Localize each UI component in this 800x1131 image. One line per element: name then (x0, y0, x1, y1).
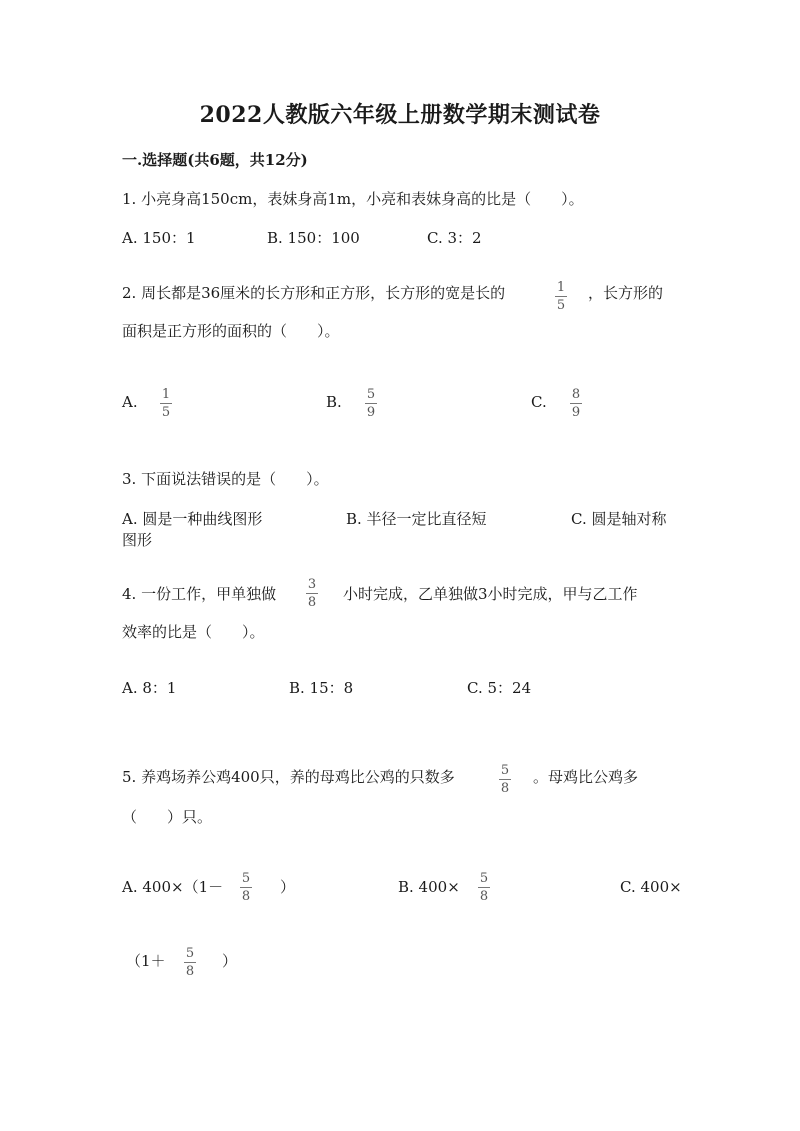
fraction-denominator: 8 (185, 964, 195, 979)
question-2-text-line-1-end: ，长方形的 (588, 284, 664, 302)
question-3-option-c[interactable]: C. 圆是轴对称 (571, 510, 667, 528)
question-4-fraction (306, 577, 318, 610)
question-4-option-b[interactable]: B. 15：8 (289, 679, 354, 697)
fraction-denominator: 5 (556, 298, 566, 313)
question-1-text: 1. 小亮身高150cm，表妹身高1m，小亮和表妹身高的比是（ ）。 (122, 190, 584, 208)
fraction-denominator: 8 (500, 781, 510, 796)
fraction-denominator: 9 (571, 405, 581, 420)
fraction-denominator: 9 (366, 405, 376, 420)
fraction-bar (570, 403, 582, 404)
fraction-bar (160, 403, 172, 404)
question-5-text-line-2: （ ）只。 (122, 808, 213, 826)
fraction-denominator: 8 (307, 595, 317, 610)
question-4-option-a[interactable]: A. 8：1 (122, 679, 177, 697)
section-heading: 一.选择题(共6题，共12分) (122, 151, 308, 169)
question-1-option-b[interactable]: B. 150：100 (267, 229, 360, 247)
question-4-text-line-1: 4. 一份工作，甲单独做 (122, 585, 277, 603)
fraction-numerator: 5 (241, 871, 251, 886)
fraction-numerator: 8 (571, 387, 581, 402)
fraction-bar (555, 296, 567, 297)
page-title: 2022人教版六年级上册数学期末测试卷 (199, 102, 601, 128)
question-5-text-line-1-end: 。母鸡比公鸡多 (533, 768, 639, 786)
fraction-bar (478, 887, 490, 888)
fraction-bar (365, 403, 377, 404)
question-2-text-line-1: 2. 周长都是36厘米的长方形和正方形，长方形的宽是长的 (122, 284, 506, 302)
fraction-bar (499, 779, 511, 780)
fraction-numerator: 5 (500, 763, 510, 778)
fraction-numerator: 5 (479, 871, 489, 886)
question-2-option-a-fraction (160, 387, 172, 420)
question-1-option-c[interactable]: C. 3：2 (427, 229, 482, 247)
question-5-option-a-fraction (240, 871, 252, 904)
question-5-option-c-fraction (184, 946, 196, 979)
fraction-denominator: 5 (161, 405, 171, 420)
fraction-numerator: 5 (185, 946, 195, 961)
question-2-fraction (555, 280, 567, 313)
question-5-option-b-fraction (478, 871, 490, 904)
question-4-text-line-1-end: 小时完成，乙单独做3小时完成，甲与乙工作 (343, 585, 638, 603)
question-5-option-c-wrap: （1＋ (126, 952, 166, 970)
question-2-option-b-fraction (365, 387, 377, 420)
fraction-numerator: 1 (556, 280, 566, 295)
fraction-denominator: 8 (241, 889, 251, 904)
question-3-option-b[interactable]: B. 半径一定比直径短 (346, 510, 487, 528)
question-5-option-a[interactable]: A. 400×（1－ (122, 878, 224, 896)
question-2-option-c-fraction (570, 387, 582, 420)
fraction-bar (306, 593, 318, 594)
question-2-option-b[interactable]: B. (326, 393, 342, 411)
fraction-bar (184, 962, 196, 963)
fraction-numerator: 1 (161, 387, 171, 402)
question-5-option-b[interactable]: B. 400× (398, 878, 460, 896)
question-5-option-c[interactable]: C. 400× (620, 878, 682, 896)
question-5-text-line-1: 5. 养鸡场养公鸡400只，养的母鸡比公鸡的只数多 (122, 768, 455, 786)
question-2-option-a[interactable]: A. (122, 393, 138, 411)
question-3-option-a[interactable]: A. 圆是一种曲线图形 (122, 510, 263, 528)
question-4-text-line-2: 效率的比是（ ）。 (122, 623, 265, 641)
question-2-text-line-2: 面积是正方形的面积的（ ）。 (122, 322, 340, 340)
fraction-numerator: 5 (366, 387, 376, 402)
question-5-option-a-close: ） (280, 878, 296, 896)
fraction-numerator: 3 (307, 577, 317, 592)
question-1-option-a[interactable]: A. 150：1 (122, 229, 196, 247)
question-3-option-c-wrap: 图形 (122, 531, 153, 549)
question-4-option-c[interactable]: C. 5：24 (467, 679, 532, 697)
fraction-denominator: 8 (479, 889, 489, 904)
fraction-bar (240, 887, 252, 888)
question-5-option-c-close: ） (222, 952, 238, 970)
question-5-fraction (499, 763, 511, 796)
question-3-text: 3. 下面说法错误的是（ ）。 (122, 470, 329, 488)
question-2-option-c[interactable]: C. (531, 393, 547, 411)
